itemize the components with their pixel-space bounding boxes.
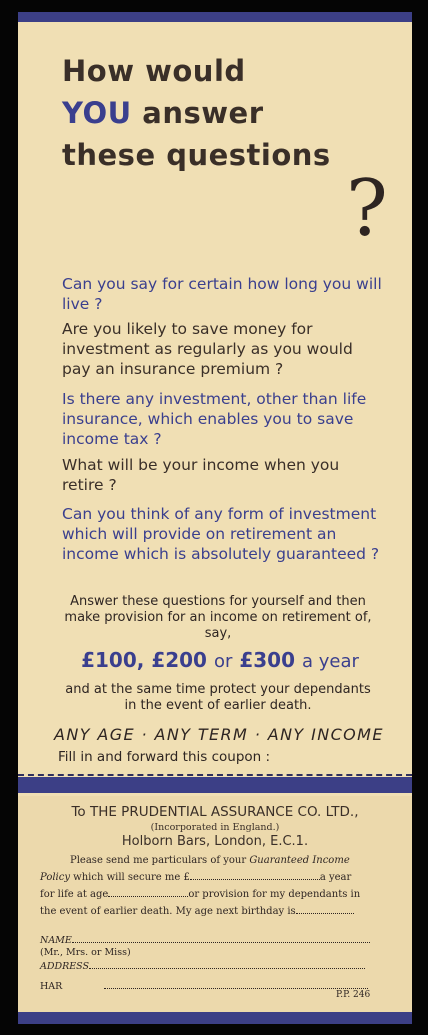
coupon-details [40, 933, 390, 993]
leaflet [18, 12, 412, 1024]
question-4: What will be your income when you retire ? [62, 456, 340, 494]
question-mark-icon: ? [346, 164, 388, 254]
amount-300: £300 [239, 648, 296, 672]
amount-year: a year [301, 651, 359, 672]
address-field[interactable] [89, 959, 365, 969]
har-label: HAR [40, 981, 63, 992]
question-3: Is there any investment, other than life insurance, which enables you to save income tax ? [62, 390, 367, 448]
address-label: ADDRESS [40, 961, 90, 972]
headline-line-3: these questions [62, 138, 331, 172]
bottom-border [18, 1012, 412, 1024]
amount-100: £100, [81, 648, 145, 672]
birthday-age-field[interactable] [296, 904, 354, 914]
amounts-line [58, 648, 382, 672]
name-sub-label: (Mr., Mrs. or Miss) [40, 947, 131, 958]
coupon-address: Holborn Bars, London, E.C.1. [121, 834, 309, 849]
question-2: Are you likely to save money for investment as regularly as you would pay an insurance premium ? [62, 320, 353, 378]
any-age-line: ANY AGE · ANY TERM · ANY INCOME [54, 725, 384, 744]
age-field[interactable] [108, 887, 188, 897]
coupon-incorporated: (Incorporated in England.) [150, 822, 280, 833]
headline-answer: answer [131, 96, 264, 130]
fill-in-instruction: Fill in and forward this coupon : [58, 749, 271, 765]
amount-200: £200 [151, 648, 207, 672]
amount-or: or [213, 651, 233, 672]
coupon[interactable] [18, 796, 412, 1012]
answer-text: Answer these questions for yourself and then make provision for an income on retirement of, say, [64, 594, 372, 641]
headline-line-1: How would [62, 54, 246, 88]
name-label: NAME [40, 935, 72, 946]
reference-code: P.P. 246 [336, 990, 371, 1000]
top-border [18, 12, 412, 22]
question-1: Can you say for certain how long you will live ? [62, 275, 382, 313]
protect-text: and at the same time protect your dependants in the event of earlier death. [65, 682, 371, 713]
headline [62, 50, 331, 176]
question-5: Can you think of any form of investment which will provide on retirement an income which is absolutely guaranteed ? [62, 505, 380, 563]
coupon-divider [18, 777, 412, 793]
coupon-body: Please send me particulars of your Guaranteed Income Policy which will secure me £ a year for life at age or provision for my dependants in the event of earlier death. My age next birthday is [40, 855, 361, 917]
coupon-addressee: To THE PRUDENTIAL ASSURANCE CO. LTD., [71, 804, 359, 820]
name-field[interactable] [72, 933, 370, 943]
cut-line-top [18, 774, 412, 776]
amount-field[interactable] [190, 870, 320, 880]
headline-you: YOU [62, 96, 132, 130]
address-field-2[interactable] [104, 979, 368, 989]
